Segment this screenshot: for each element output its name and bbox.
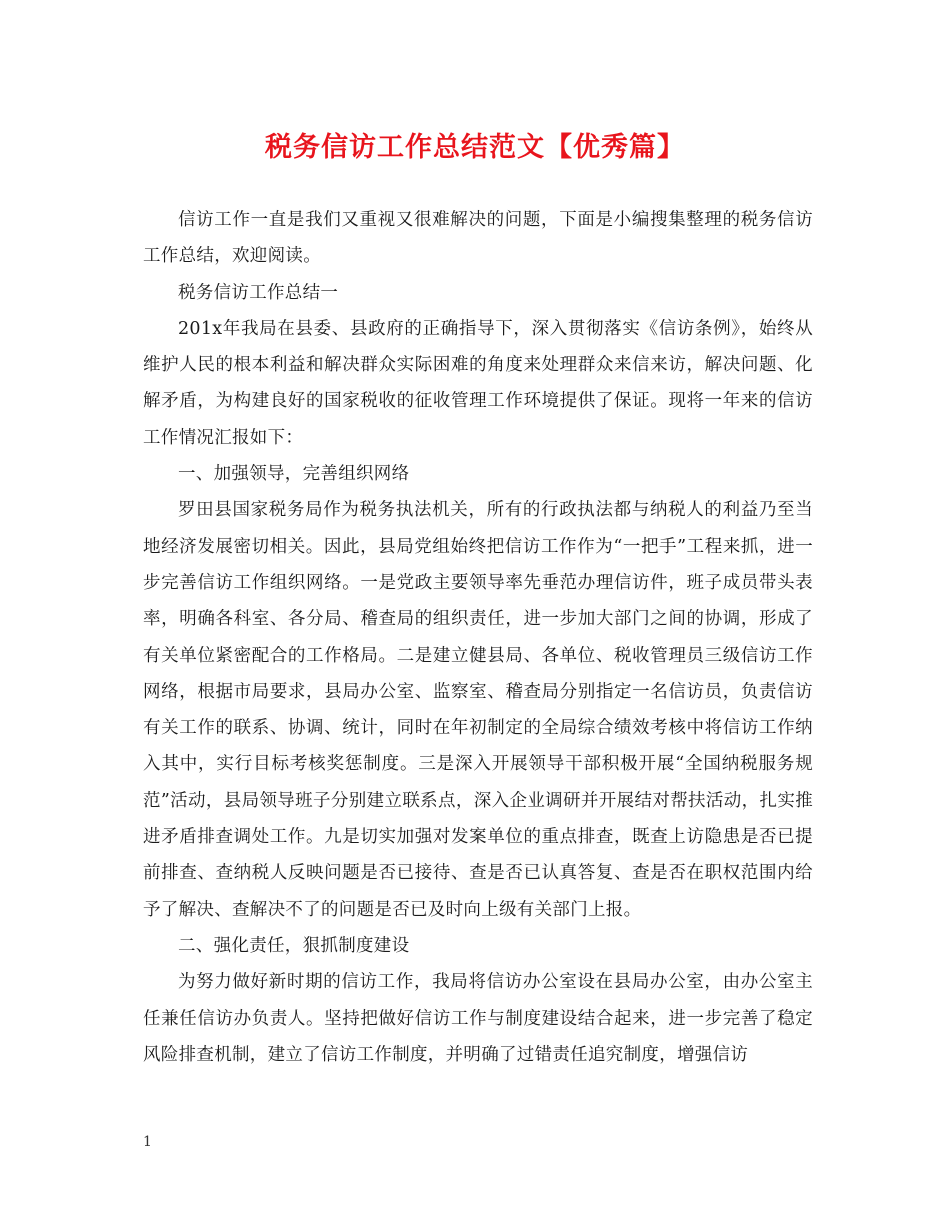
document-body (143, 202, 813, 1073)
page-number: 1 (143, 1134, 152, 1150)
section-heading-summary-one: 税务信访工作总结一 (178, 282, 339, 303)
body-paragraph: 为努力做好新时期的信访工作，我局将信访办公室设在县局办公室，由办公室主任兼任信访办负责人。坚持把做好信访工作与制度建设结合起来，进一步完善了稳定风险排查机制，建立了信访工作制度，并明确了过错责任追究制度，增强信访 (143, 972, 813, 1065)
document-title: 税务信访工作总结范文【优秀篇】 (265, 132, 685, 163)
body-paragraph: 罗田县国家税务局作为税务执法机关，所有的行政执法都与纳税人的利益乃至当地经济发展密切相关。因此，县局党组始终把信访工作作为“一把手”工程来抓，进一步完善信访工作组织网络。一是党政主要领导率先垂范办理信访件，班子成员带头表率，明确各科室、各分局、稽查局的组织责任，进一步加大部门之间的协调，形成了有关单位紧密配合的工作格局。二是建立健县局、各单位、税收管理员三级信访工作网络，根据市局要求，县局办公室、监察室、稽查局分别指定一名信访员，负责信访有关工作的联系、协调、统计，同时在年初制定的全局综合绩效考核中将信访工作纳入其中，实行目标考核奖惩制度。三是深入开展领导干部积极开展“全国纳税服务规范”活动，县局领导班子分别建立联系点，深入企业调研并开展结对帮扶活动，扎实推进矛盾排查调处工作。九是切实加强对发案单位的重点排查，既查上访隐患是否已提前排查、查纳税人反映问题是否已接待、查是否已认真答复、查是否在职权范围内给予了解决、查解决不了的问题是否已及时向上级有关部门上报。 (143, 500, 813, 920)
intro-paragraph: 信访工作一直是我们又重视又很难解决的问题，下面是小编搜集整理的税务信访工作总结，欢迎阅读。 (143, 210, 813, 267)
body-paragraph: 201x年我局在县委、县政府的正确指导下，深入贯彻落实《信访条例》，始终从维护人民的根本利益和解决群众实际困难的角度来处理群众来信来访，解决问题、化解矛盾，为构建良好的国家税收的征收管理工作环境提供了保证。现将一年来的信访工作情况汇报如下： (143, 318, 813, 448)
section-heading-responsibility: 二、强化责任，狠抓制度建设 (178, 935, 410, 956)
section-heading-leadership: 一、加强领导，完善组织网络 (178, 464, 410, 485)
